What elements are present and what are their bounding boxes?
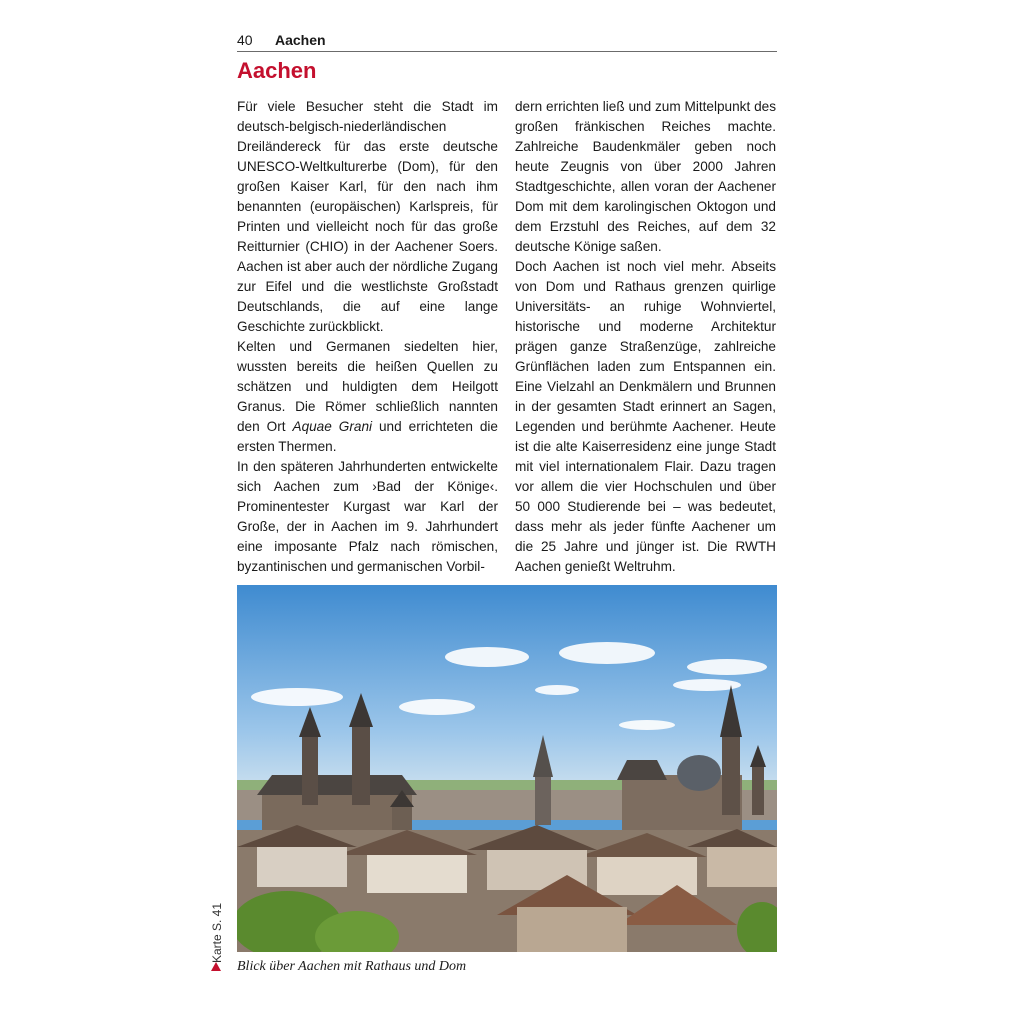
paragraph-modern-city: Doch Aachen ist noch viel mehr. Abseits von Dom und Rathaus grenzen quirlige Universitäts- an ruhige Wohnviertel, historische und moderne Architektur prägen ganze Straßenzüge, zahlreiche Grünflächen laden zum Entspannen ein. Eine Vielzahl an Denkmälern und Brunnen in der gesamten Stadt erinnert an Sagen, Legenden und berühmte Aachener. Heute ist die alte Kaiserresidenz eine junge Stadt mit viel internationalem Flair. Dazu tragen vor allem die vier Hochschulen und über 50 000 Studierende bei – was bedeutet, dass mehr als jeder fünfte Aachener um die 25 Jahre und jünger ist. Die RWTH Aachen genießt Weltruhm. bbox=[515, 259, 776, 574]
text-column-right bbox=[515, 97, 776, 577]
running-head-section: Aachen bbox=[275, 32, 326, 48]
italic-place-name: Aquae Grani bbox=[292, 419, 373, 434]
map-reference-label: Karte S. 41 bbox=[210, 902, 224, 963]
chapter-title: Aachen bbox=[237, 58, 317, 83]
running-head bbox=[237, 31, 777, 52]
map-reference[interactable] bbox=[204, 888, 228, 972]
triangle-marker-icon bbox=[211, 962, 221, 971]
text-column-left bbox=[237, 97, 498, 577]
paragraph-intro: Für viele Besucher steht die Stadt im deutsch-belgisch-niederländischen Dreiländereck für das erste deutsche UNESCO-Weltkulturerbe (Dom), für den großen Kaiser Karl, für den nach ihm benannten (europäischen) Karlspreis, für Printen und vielleicht noch für das große Reitturnier (CHIO) in der Aachener Soers. Aachen ist aber auch der nördliche Zugang zur Eifel und die westlichste Großstadt Deutschlands, die auf eine lange Geschichte zurückblickt. bbox=[237, 99, 498, 334]
page-number: 40 bbox=[237, 32, 253, 48]
paragraph-history-end: und errichteten die ersten Thermen. bbox=[237, 419, 498, 454]
paragraph-monuments: dern errichten ließ und zum Mittelpunkt des großen fränkischen Reiches machte. Zahlreiche Baudenkmäler geben noch heute Zeugnis von über 2000 Jahren Stadtgeschichte, allen voran der Aachener Dom mit dem karolingischen Oktogon und dem Erzstuhl des Reiches, auf dem 32 deutsche Könige saßen. bbox=[515, 99, 776, 254]
photo-caption: Blick über Aachen mit Rathaus und Dom bbox=[237, 959, 467, 974]
paragraph-middle-ages: In den späteren Jahrhunderten entwickelte sich Aachen zum ›Bad der Könige‹. Prominentester Kurgast war Karl der Große, der in Aachen im 9. Jahrhundert eine imposante Pfalz nach römischen, byzantinischen und germanischen Vorbil- bbox=[237, 459, 498, 574]
paragraph-history bbox=[237, 337, 498, 457]
city-skyline-illustration bbox=[237, 585, 777, 952]
city-photo bbox=[237, 585, 777, 952]
paragraph-history-text: Kelten und Germanen siedelten hier, wussten bereits die heißen Quellen zu schätzen und huldigten dem Heilgott Granus. Die Römer schließlich nannten den Ort bbox=[237, 339, 498, 434]
